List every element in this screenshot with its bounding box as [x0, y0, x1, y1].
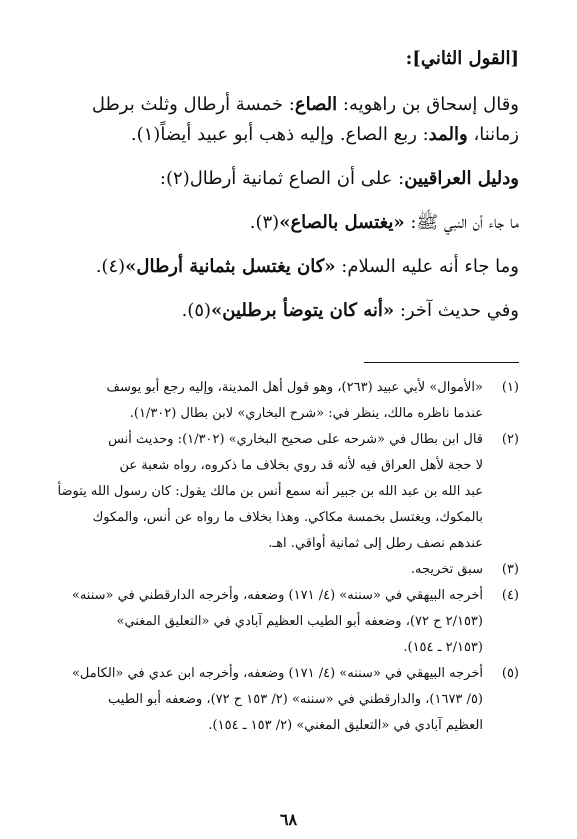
- footnote-3: [44, 557, 519, 583]
- text-run: ما جاء أن النبي ﷺ:: [404, 212, 519, 233]
- footnote-4: [44, 583, 519, 661]
- footnote-ref: (٤).: [95, 256, 126, 277]
- footnote-line: بالمكوك، ويغتسل بخمسة مكاكي. وهذا بخلاف ما رواه عن أنس، والمكوك: [92, 510, 483, 525]
- footnote-line: عندهم نصف رطل إلى ثمانية أواقي. اهـ.: [268, 536, 483, 551]
- footnote-number: (٤): [501, 588, 519, 603]
- footnote-line: سبق تخريجه.: [410, 562, 483, 577]
- paragraph-2: [44, 164, 519, 194]
- paragraph-4: [44, 252, 519, 282]
- term-sa: الصاع: [294, 94, 338, 115]
- footnote-text: [44, 375, 483, 427]
- text-run: : ربع الصاع. وإليه ذهب أبو عبيد أيضاً(١).: [130, 124, 429, 145]
- hadith-quote: «يغتسل بالصاع»: [279, 212, 405, 233]
- footnote-text: [44, 661, 483, 739]
- footnote-line: أخرجه البيهقي في «سننه» (٤/ ١٧١) وضعفه، وأخرجه الدارقطني في «سننه»: [71, 588, 483, 603]
- text-run: : على أن الصاع ثمانية أرطال(٢):: [159, 168, 405, 189]
- text-run: وما جاء أنه عليه السلام:: [335, 256, 519, 277]
- footnote-text: [44, 557, 483, 583]
- footnote-line: أخرجه البيهقي في «سننه» (٤/ ١٧١) وضعفه، وأخرجه ابن عدي في «الكامل»: [71, 666, 483, 681]
- footnotes: [44, 375, 519, 739]
- footnote-text: [44, 427, 483, 557]
- footnote-number: (٣): [501, 562, 519, 577]
- footnote-number: (٢): [501, 432, 519, 447]
- footnote-line: «الأموال» لأبي عبيد (٢٦٣)، وهو قول أهل المدينة، وإليه رجع أبو يوسف: [106, 380, 483, 395]
- paragraph-1-line-1: [44, 90, 519, 120]
- footnote-line: (٢/١٥٣ ـ ١٥٤).: [403, 640, 483, 655]
- footnote-2: [44, 427, 519, 557]
- footnote-1: [44, 375, 519, 427]
- hadith-quote: «كان يغتسل بثمانية أرطال»: [125, 256, 336, 277]
- footnote-ref: (٥).: [181, 300, 212, 321]
- footnote-number: (٥): [501, 666, 519, 681]
- footnote-line: (٥/ ١٦٧٣)، والدارقطني في «سننه» (٢/ ١٥٣ ح ٧٢)، وضعفه أبو الطيب: [108, 692, 483, 707]
- footnote-line: قال ابن بطال في «شرحه على صحيح البخاري» (١/٣٠٢): وحديث أنس: [108, 432, 483, 447]
- text-run: وفي حديث آخر:: [394, 300, 519, 321]
- term-mudd: والمد: [428, 124, 468, 145]
- text-run: : خمسة أرطال وثلث برطل: [91, 94, 295, 115]
- footnote-5: [44, 661, 519, 739]
- paragraph-1-line-2: [44, 120, 519, 150]
- hadith-quote: «أنه كان يتوضأ برطلين»: [211, 300, 395, 321]
- footnote-divider: [364, 362, 519, 363]
- footnote-number: (١): [501, 380, 519, 395]
- footnote-line: (٢/١٥٣ ح ٧٢)، وضعفه أبو الطيب العظيم آبادي في «التعليق المغني»: [116, 614, 483, 629]
- footnote-line: العظيم آبادي في «التعليق المغني» (٢/ ١٥٣ ـ ١٥٤).: [208, 718, 483, 733]
- footnote-line: عندما ناظره مالك، ينظر في: «شرح البخاري» لابن بطال (١/٣٠٢).: [129, 406, 483, 421]
- section-heading: [القول الثاني]:: [405, 48, 519, 69]
- footnote-text: [44, 583, 483, 661]
- text-run: زماننا،: [467, 124, 519, 145]
- paragraph-3: [44, 208, 519, 238]
- term-iraqis-evidence: ودليل العراقيين: [404, 168, 519, 189]
- main-text: [44, 44, 519, 326]
- paragraph-5: [44, 296, 519, 326]
- footnote-line: عبد الله بن عبد الله بن جبير أنه سمع أنس بن مالك يقول: كان رسول الله يتوضأ: [57, 484, 483, 499]
- footnote-line: لا حجة لأهل العراق فيه لأنه قد روي بخلاف ما ذكروه، رواه شعبة عن: [119, 458, 483, 473]
- footnote-ref: (٣).: [249, 212, 280, 233]
- text-run: وقال إسحاق بن راهويه:: [337, 94, 519, 115]
- page-number: ٦٨: [279, 810, 298, 829]
